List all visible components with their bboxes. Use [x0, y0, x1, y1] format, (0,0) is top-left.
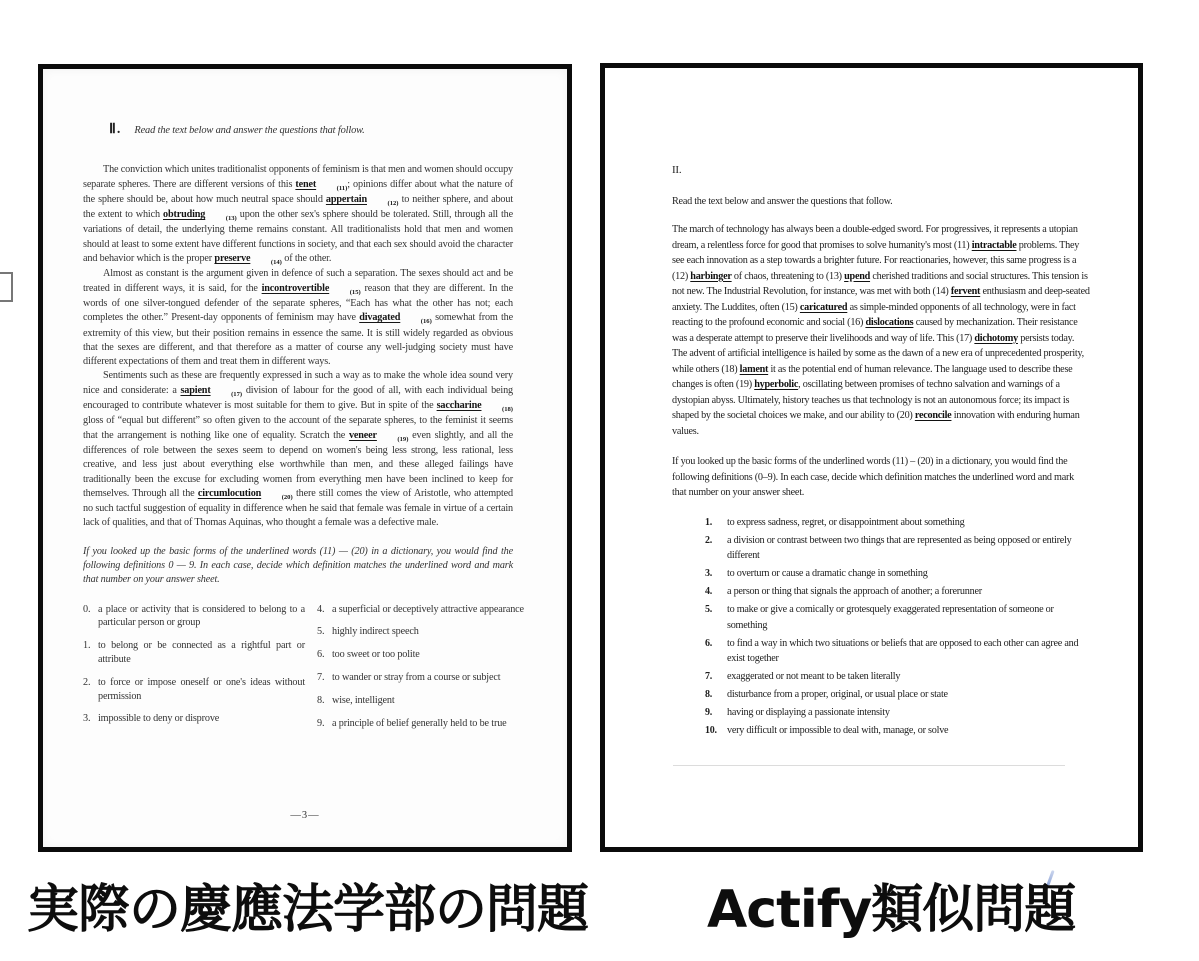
caption-right: Actify類似問題	[707, 880, 1076, 940]
passage-body	[83, 163, 513, 530]
passage-paragraph: The conviction which unites traditionalist opponents of feminism is that men and women should occupy separate spheres. There are different versions of this tenet (11); opinions differ about what the nature of the sphere should be, about how much neutral space should appertain (12) to neither sphere, and about the extent to which obtruding (13) upon the other sex's sphere should be tolerated. Still, through all the variations of detail, the underlying theme remains constant. All traditionalists hold that men and women should at least to some extent have different functions in society, and that each sex should avoid the character and behavior which is the proper preserve (14) of the other.	[83, 163, 513, 267]
definitions-column-right	[317, 603, 553, 740]
definition-item	[317, 694, 553, 708]
definition-text: to find a way in which two situations or beliefs that are opposed to each other can agree and exist together	[727, 637, 1079, 664]
definition-item	[83, 676, 305, 704]
definition-item	[83, 639, 305, 667]
underlined-word: fervent	[950, 286, 981, 297]
definition-text: disturbance from a proper, original, or usual place or state	[727, 689, 948, 700]
definition-item	[317, 648, 553, 662]
underlined-word: appertain (12)	[326, 194, 399, 205]
definition-text: to express sadness, regret, or disappointment about something	[727, 516, 965, 528]
definition-text: to belong or be connected as a rightful part or attribute	[98, 640, 305, 665]
definition-item	[705, 584, 1090, 600]
definition-item	[705, 602, 1090, 633]
definition-number: 0.	[83, 603, 91, 615]
underlined-word: sapient (17)	[180, 385, 242, 396]
underlined-word: circumlocution (20)	[198, 488, 293, 499]
underlined-word: incontrovertible (15)	[262, 283, 361, 294]
word-number-subscript: (11)	[336, 184, 348, 192]
definition-text: very difficult or impossible to deal with, manage, or solve	[727, 725, 949, 736]
definition-number: 4.	[317, 603, 325, 615]
definition-text: a division or contrast between two things that are represented as being opposed or entirely different	[727, 534, 1072, 561]
underlined-word: intractable	[971, 239, 1017, 251]
definition-number: 6.	[317, 649, 325, 661]
definition-number: 3.	[705, 568, 712, 579]
definition-number: 5.	[317, 626, 325, 638]
definition-number: 3.	[83, 713, 91, 725]
definition-item	[317, 717, 553, 731]
section-numeral: II.	[672, 164, 682, 176]
definition-item	[317, 671, 553, 685]
definition-number: 1.	[705, 516, 712, 528]
definition-text: impossible to deny or disprove	[98, 713, 220, 725]
definition-number: 2.	[705, 534, 712, 546]
definition-text: a principle of belief generally held to be true	[332, 717, 507, 729]
passage-paragraph: The march of technology has always been a double-edged sword. For progressives, it represents a utopian dream, a relentless force for good that promises to solve humanity's most (11) intractable problems. They see each innovation as a step towards a brighter future. For reactionaries, however, this same progress is a (12) harbinger of chaos, threatening to (13) upend cherished traditions and social structures. This tension is not new. The Industrial Revolution, for instance, was met with both (14) fervent enthusiasm and deep-seated anxiety. The Luddites, often (15) caricatured as simple-minded opponents of all technology, were in fact reacting to the profound economic and social (16) dislocations caused by mechanization. Their resistance was a desperate attempt to preserve their livelihoods and way of life. This (17) dichotomy persists today. The advent of artificial intelligence is hailed by some as the dawn of a new era of unprecedented prosperity, while others (18) lament it as the potential end of human relevance. The language used to describe these changes is often (19) hyperbolic, oscillating between promises of techno salvation and warnings of a dystopian abyss. Ultimately, history teaches us that technology is not an autonomous force; its impact is shaped by the societal choices we make, and our ability to (20) reconcile innovation with enduring human values.	[672, 224, 1090, 437]
section-instruction: Read the text below and answer the questions that follow.	[134, 125, 365, 136]
definitions-columns	[83, 603, 553, 740]
keio-exam-page	[38, 64, 572, 852]
word-number-subscript: (20)	[281, 493, 293, 501]
underlined-word: dichotomy	[974, 332, 1018, 344]
definition-item	[317, 603, 553, 617]
definition-text: to make or give a comically or grotesquely exaggerated representation of someone or something	[727, 604, 1054, 631]
definition-number: 9.	[705, 707, 712, 718]
passage-paragraph: Sentiments such as these are frequently expressed in such a way as to make the whole idea sound very nice and considerate: a sapient (17) division of labour for the good of all, with each individual being encouraged to contribute whatever is most suitable for them to give. But in spite of the saccharine (18) gloss of “equal but different” so often given to the account of the separate spheres, to the feminist it seems that the arrangement is nothing like one of equality. Scratch the veneer (19) even slightly, and all the differences of role between the sexes seem to depend on women's being less strong, less rational, less creative, and less just about everything else worthwhile than men, and these alleged failings have traditionally been the excuse for excluding women from everything men have been inclined to keep for themselves. Through all the circumlocution (20) there still comes the view of Aristotle, who attempted no such tactful suggestion of equality in difference when he said that female was female in virtue of a certain lack of qualities, and that of Thomas Aquinas, who thought a female was a defective male.	[83, 370, 513, 529]
left-edge-artifact	[0, 272, 13, 302]
definition-text: highly indirect speech	[332, 626, 419, 638]
actify-exam-page	[600, 63, 1143, 852]
underlined-word: obtruding (13)	[163, 209, 237, 220]
definition-item	[83, 712, 305, 726]
definition-text: too sweet or too polite	[332, 649, 420, 661]
definition-number: 1.	[83, 640, 91, 652]
footer-divider	[673, 765, 1065, 766]
caption-left: 実際の慶應法学部の問題	[27, 880, 589, 940]
section-heading	[109, 123, 513, 138]
definition-item	[317, 625, 553, 639]
underlined-word: lament	[739, 363, 769, 375]
word-number-subscript: (16)	[420, 318, 432, 326]
definition-number: 4.	[705, 586, 712, 597]
definition-text: to overturn or cause a dramatic change in something	[727, 568, 928, 579]
definition-item	[705, 636, 1090, 667]
definition-number: 2.	[83, 676, 91, 688]
definition-item	[705, 705, 1090, 721]
definition-number: 7.	[705, 671, 712, 682]
actify-exam-content	[605, 68, 1138, 766]
definitions-column-left	[83, 603, 305, 740]
definition-number: 8.	[317, 694, 325, 706]
word-number-subscript: (18)	[502, 406, 513, 414]
definition-number: 8.	[705, 689, 712, 700]
definition-item	[705, 533, 1090, 564]
underlined-word: reconcile	[914, 410, 952, 421]
underlined-word: saccharine (18)	[437, 400, 513, 411]
question-instruction: If you looked up the basic forms of the underlined words (11) – (20) in a dictionary, you would find the following definitions (0–9). In each case, decide which definition matches the underlined word and mark that number on your answer sheet.	[672, 456, 1074, 498]
keio-exam-content	[43, 69, 567, 739]
definition-number: 5.	[705, 604, 712, 615]
word-number-subscript: (13)	[225, 215, 237, 223]
section-numeral: Ⅱ.	[109, 122, 122, 137]
definition-text: a place or activity that is considered to belong to a particular person or group	[98, 603, 305, 629]
definition-number: 7.	[317, 672, 325, 683]
word-number-subscript: (14)	[270, 259, 282, 267]
underlined-word: caricatured	[799, 301, 848, 313]
definition-item	[705, 566, 1090, 582]
word-number-subscript: (15)	[349, 288, 361, 296]
definition-item	[705, 687, 1090, 703]
word-number-subscript: (19)	[397, 435, 409, 443]
definition-text: to wander or stray from a course or subject	[332, 672, 501, 683]
definition-item	[705, 723, 1090, 739]
definition-item	[705, 515, 1090, 531]
word-number-subscript: (17)	[231, 390, 243, 398]
passage-paragraph: Almost as constant is the argument given in defence of such a separation. The sexes should act and be treated in different ways, it is said, for the incontrovertible (15) reason that they are different. In the words of one silver-tongued defender of the separate spheres, “Each has what the other has not; each completes the other.” Present-day opponents of feminism may have divagated (16) somewhat from the extremity of this view, but their position remains in essence the same. It is still widely regarded as obvious that the sexes are different, and that therefore as a matter of course any well-judging society must have different expectations of them and treat them in different ways.	[83, 268, 513, 368]
definition-text: to force or impose oneself or one's ideas without permission	[98, 676, 305, 702]
question-instruction: If you looked up the basic forms of the underlined words (11) — (20) in a dictionary, you would find the following definitions 0 — 9. In each case, decide which definition matches the underlined word and mark that number on your answer sheet.	[83, 545, 513, 586]
underlined-word: preserve (14)	[214, 253, 281, 264]
definition-text: a person or thing that signals the approach of another; a forerunner	[727, 586, 982, 597]
definition-text: wise, intelligent	[332, 694, 395, 706]
underlined-word: harbinger	[690, 270, 732, 282]
definition-text: exaggerated or not meant to be taken literally	[727, 671, 901, 682]
page-number: —3—	[290, 810, 320, 821]
definitions-list	[705, 515, 1090, 739]
definition-number: 10.	[705, 725, 717, 736]
underlined-word: hyperbolic	[754, 379, 799, 390]
underlined-word: divagated (16)	[359, 312, 432, 323]
underlined-word: tenet (11)	[295, 179, 347, 190]
underlined-word: upend	[844, 270, 871, 282]
definition-item	[83, 603, 305, 631]
word-number-subscript: (12)	[387, 199, 399, 207]
definition-text: having or displaying a passionate intensity	[727, 707, 890, 718]
definition-number: 6.	[705, 637, 712, 649]
definition-text: a superficial or deceptively attractive appearance	[332, 603, 524, 615]
underlined-word: dislocations	[865, 317, 914, 328]
underlined-word: veneer (19)	[349, 430, 408, 441]
section-instruction: Read the text below and answer the questions that follow.	[672, 195, 893, 207]
definition-number: 9.	[317, 717, 325, 729]
definition-item	[705, 669, 1090, 685]
